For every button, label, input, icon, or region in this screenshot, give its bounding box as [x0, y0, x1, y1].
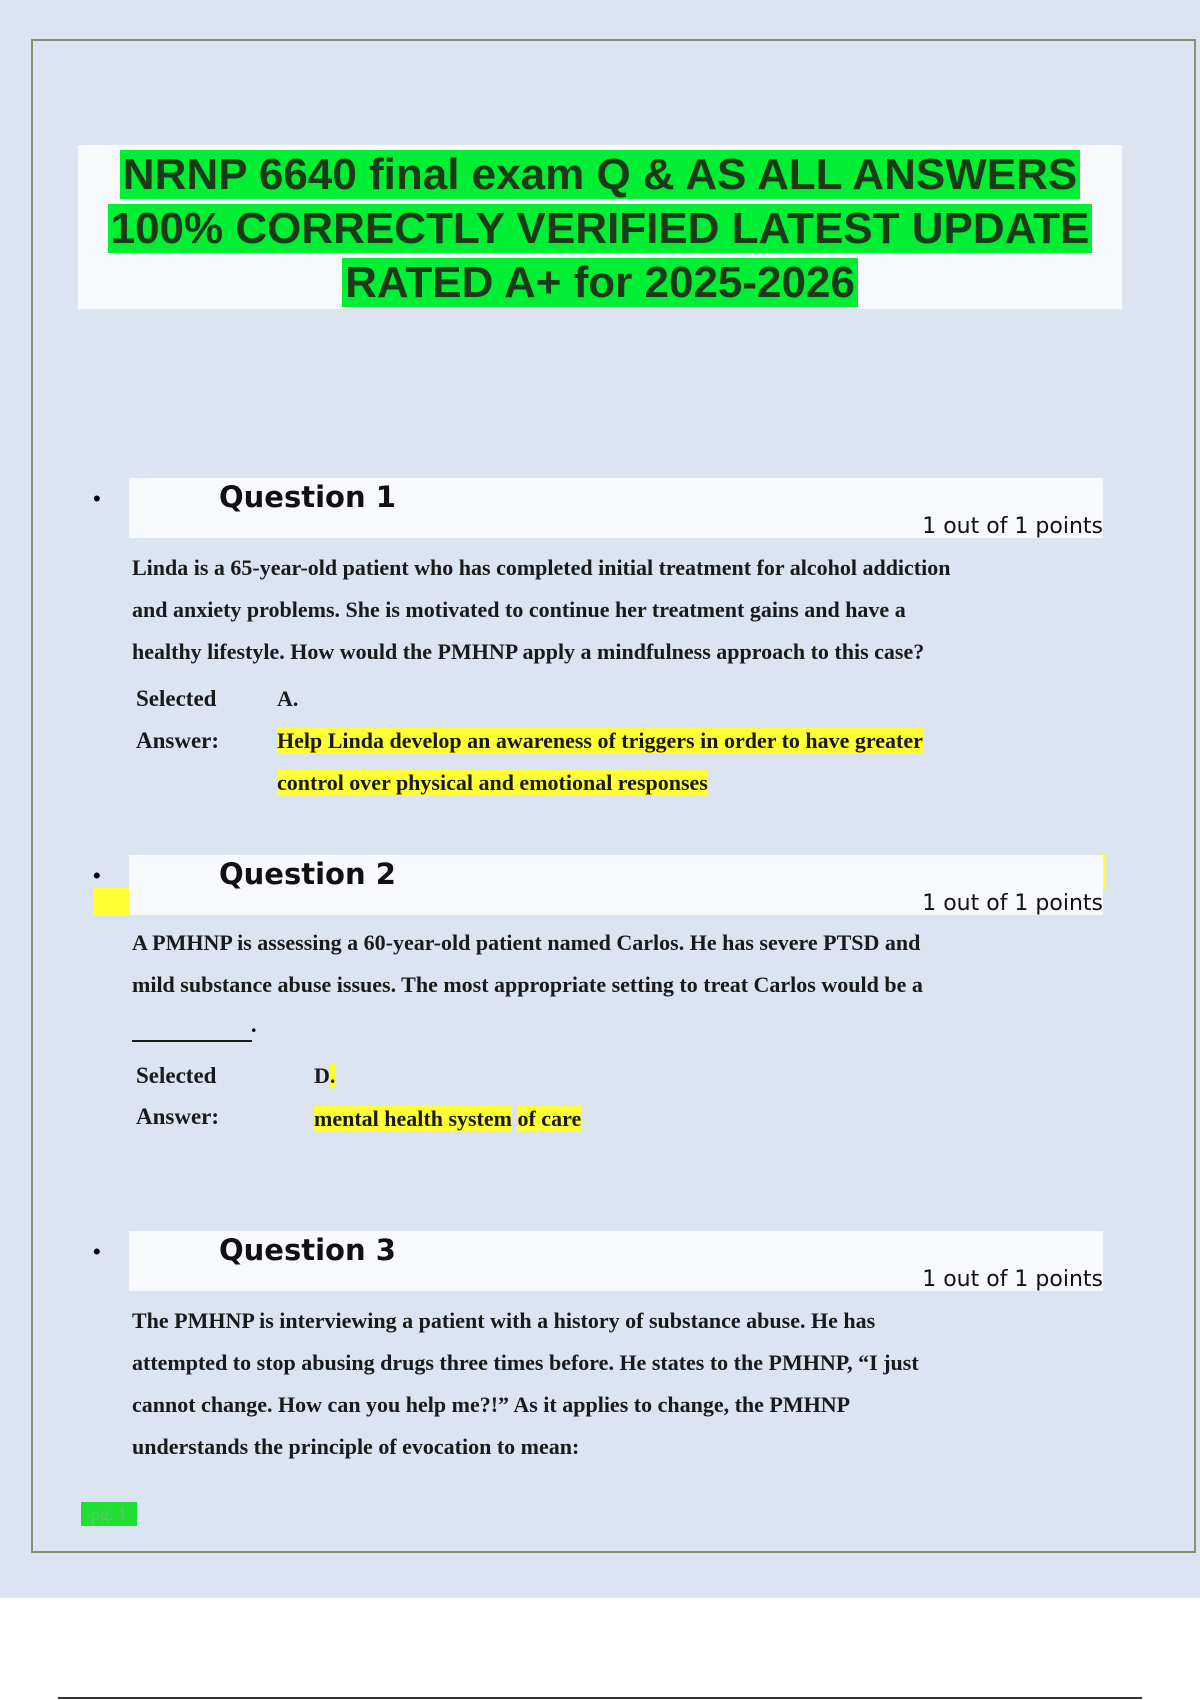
selected-label: Selected	[136, 686, 217, 711]
question-1-title: Question 1	[219, 480, 396, 514]
question-2-header	[93, 855, 1103, 915]
question-1-header	[93, 478, 1103, 538]
question-2-text: A PMHNP is assessing a 60-year-old patient named Carlos. He has severe PTSD and mild substance abuse issues. The most appropriate setting to treat Carlos would be a	[132, 930, 923, 997]
bullet: •	[93, 1239, 101, 1264]
question-1-text: Linda is a 65-year-old patient who has completed initial treatment for alcohol addiction and anxiety problems. She is motivated to continue her treatment gains and have a healthy lifestyle. How would the PMHNP apply a mindfulness approach to this case?	[132, 555, 951, 664]
question-2-answer-letter: D.	[314, 1063, 336, 1088]
question-3-title: Question 3	[219, 1233, 396, 1267]
question-2-points: 1 out of 1 points	[922, 891, 1103, 916]
answer-blank	[132, 1040, 252, 1042]
question-1-points: 1 out of 1 points	[922, 514, 1103, 539]
answer-label: Answer:	[136, 1104, 220, 1129]
question-2-answer: mental health system of care	[314, 1106, 582, 1131]
answer-label: Answer:	[136, 728, 220, 753]
question-1-answer: Help Linda develop an awareness of triggers in order to have greater control over physical and emotional responses	[277, 728, 923, 795]
selected-label: Selected	[136, 1063, 217, 1088]
footer-rule	[58, 1697, 1142, 1699]
document-title-line-1: NRNP 6640 final exam Q & AS ALL ANSWERS	[0, 148, 1200, 202]
question-3-text: The PMHNP is interviewing a patient with a history of substance abuse. He has attempted to stop abusing drugs three times before. He states to the PMHNP, “I just cannot change. How can you help me?!” As it applies to change, the PMHNP understands the principle of evocation to mean:	[132, 1308, 919, 1459]
question-1-answer-letter: A.	[277, 686, 299, 711]
blank-period: .	[251, 1012, 257, 1037]
document-title-line-2: 100% CORRECTLY VERIFIED LATEST UPDATE	[0, 202, 1200, 256]
bullet: •	[93, 486, 101, 511]
question-2-title: Question 2	[219, 857, 396, 891]
page-number: pg. 1	[81, 1502, 137, 1526]
question-3-header	[93, 1231, 1103, 1291]
document-title-line-3: RATED A+ for 2025-2026	[0, 256, 1200, 310]
bullet: •	[93, 863, 101, 888]
question-3-points: 1 out of 1 points	[922, 1267, 1103, 1292]
